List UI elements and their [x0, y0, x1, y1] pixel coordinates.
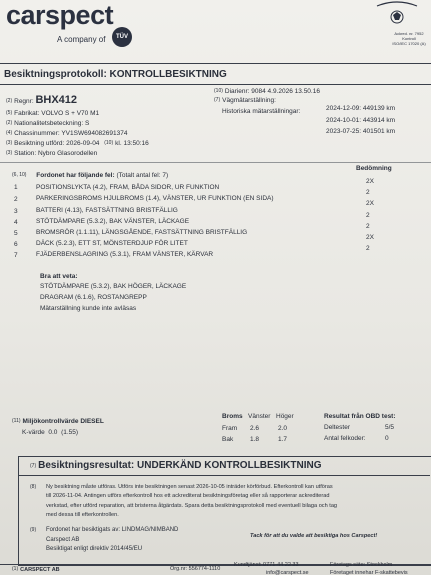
fault-grade: 2X [366, 234, 374, 241]
reading-row: 2024-10-01: 443914 km [326, 117, 396, 124]
accreditation-info: Ackred. nr. 7952 Kontroll ISO/IEC 17020 (A) [392, 31, 426, 46]
brake-header: Vänster [248, 413, 271, 420]
page-title: Besiktningsprotokoll: KONTROLLBESIKTNING [4, 69, 227, 80]
brake-header: Broms [222, 413, 243, 420]
fault-item: STÖTDÄMPARE (5.3.2), BAK VÄNSTER, LÄCKAGE [36, 218, 190, 225]
good-to-know-heading: Bra att veta: [40, 273, 78, 280]
fault-item: DÄCK (5.2.3), ETT ST, MÖNSTERDJUP FÖR LITET [36, 240, 188, 247]
tuv-logo: TÜV [112, 27, 132, 47]
fault-index: 1 [14, 184, 18, 191]
footer-company: (1) CARSPECT AB [12, 566, 60, 573]
fault-item: BROMSRÖR (1.1.11), LÄNGSGÅENDE, FASTSÄTTNING BRISTFÄLLIG [36, 229, 248, 236]
odometer-row: (7) Vägmätarställning: [214, 97, 276, 104]
brake-cell: Fram [222, 425, 238, 432]
nationality-row: (2) Nationalitetsbeteckning: S [6, 120, 90, 127]
fabrikat-row: (5) Fabrikat: VOLVO S + V70 M1 [6, 110, 100, 117]
fault-item: POSITIONSLYKTA (4.2), FRAM, BÅDA SIDOR, UR FUNKTION [36, 184, 220, 191]
station-row: (3) Station: Nybro Glasorodellen [6, 150, 98, 157]
divider [0, 84, 431, 85]
obd-heading: Resultat från OBD test: [324, 413, 396, 420]
fault-index: 3 [14, 208, 18, 215]
fault-index: 4 [14, 219, 18, 226]
footer-tax: Företaget innehar F-skattebevis [330, 570, 408, 575]
fault-grade: 2 [366, 212, 370, 219]
fault-grade: 2 [366, 245, 370, 252]
thanks-text: Tack för att du valde att besiktiga hos Carspect! [250, 533, 378, 539]
k-value-row: K-värde 0.0 (1.55) [22, 429, 79, 436]
footer-mail: info@carspect.se [266, 570, 309, 575]
divider [0, 63, 431, 64]
grade-heading: Bedömning [356, 165, 392, 172]
obd-label: Deltester [324, 424, 351, 431]
faults-heading: (6, 10) Fordonet har följande fel: (Totalt antal fel: 7) [12, 172, 169, 179]
result-heading: (7) Besiktningsresultat: UNDERKÄND KONTROLLBESIKTNING [30, 460, 322, 471]
brake-cell: 2.6 [250, 425, 260, 432]
footer-kund: Kundtjänst: 0771-44 22 33 [234, 562, 299, 568]
obd-value: 5/5 [385, 424, 395, 431]
divider [18, 475, 430, 476]
inspector-info: Fordonet har besiktigats av: LINDMAG/NIMBAND Carspect AB Besiktigat enligt direktiv 2014/45/EU [46, 527, 179, 552]
inspection-date-row: (3) Besiktning utförd: 2026-09-04 (10) kl. 13:50:16 [6, 140, 149, 147]
fault-grade: 2X [366, 200, 374, 207]
swedac-seal-icon [372, 0, 422, 28]
note-line: Mätarställning kunde inte avläsas [40, 305, 137, 312]
emission-label: (11) Miljökontrollvärde DIESEL [12, 418, 104, 425]
chassis-row: (4) Chassinummer: YV1SW694082691374 [6, 130, 128, 137]
brake-header: Höger [276, 413, 294, 420]
note-line: STÖTDÄMPARE (5.3.2), BAK HÖGER, LÄCKAGE [40, 283, 187, 290]
fault-item: PARKERINGSBROMS HJULBROMS (1.4), VÄNSTER, UR FUNKTION (EN SIDA) [36, 195, 274, 202]
brake-cell: Bak [222, 436, 234, 443]
fault-index: 5 [14, 230, 18, 237]
obd-value: 0 [385, 435, 389, 442]
obd-label: Antal felkoder: [324, 435, 366, 442]
fault-grade: 2X [366, 178, 374, 185]
brake-cell: 1.7 [278, 436, 288, 443]
fault-index: 2 [14, 196, 18, 203]
reading-row: 2023-07-25: 401501 km [326, 128, 396, 135]
reading-row: 2024-12-09: 449139 km [326, 105, 396, 112]
regnr-value: BHX412 [35, 94, 78, 106]
fault-index: 6 [14, 241, 18, 248]
fault-index: 7 [14, 252, 18, 259]
divider [0, 162, 431, 163]
company-of-label: A company of [57, 35, 106, 44]
footer-org: Org.nr: 556774-1110 [170, 566, 221, 572]
fault-grade: 2 [366, 189, 370, 196]
fault-item: BATTERI (4.13), FASTSÄTTNING BRISTFÄLLIG [36, 207, 178, 214]
fault-grade: 2 [366, 223, 370, 230]
fault-item: FJÄDERBENSLAGRING (5.3.1), FRAM VÄNSTER, KÄRVAR [36, 251, 214, 258]
section-number: (8) [30, 484, 37, 490]
section-number: (9) [30, 527, 37, 533]
footer-seat: Företags säte: Stockholm [330, 562, 393, 568]
carspect-logo: carspect [6, 0, 114, 30]
result-text: Ny besiktning måste utföras. Utförs inte besiktningen senast 2026-10-05 inträder körförbud. Efterkontroll kan utföras till 2026-11-04. Antingen utförs efterkontroll hos ett ackrediterat besiktningsföretag eller så rapporterar ackrediterad verkstad, efter utförd reparation, att bristerna åtgärdats. Spara detta besiktningsprotokoll med eventuell bilaga och tag med dessa till efterkontrollen. [46, 484, 338, 519]
brake-cell: 1.8 [250, 436, 260, 443]
regnr-row: (2) Regnr: BHX412 [6, 94, 78, 106]
note-line: DRAGRAM (6.1.6), ROSTANGREPP [40, 294, 147, 301]
brake-cell: 2.0 [278, 425, 288, 432]
history-label: Historiska mätarställningar: [222, 108, 301, 115]
diarienr-row: (10) Diarienr: 9084 4.9.2026 13.50.16 [214, 88, 320, 95]
